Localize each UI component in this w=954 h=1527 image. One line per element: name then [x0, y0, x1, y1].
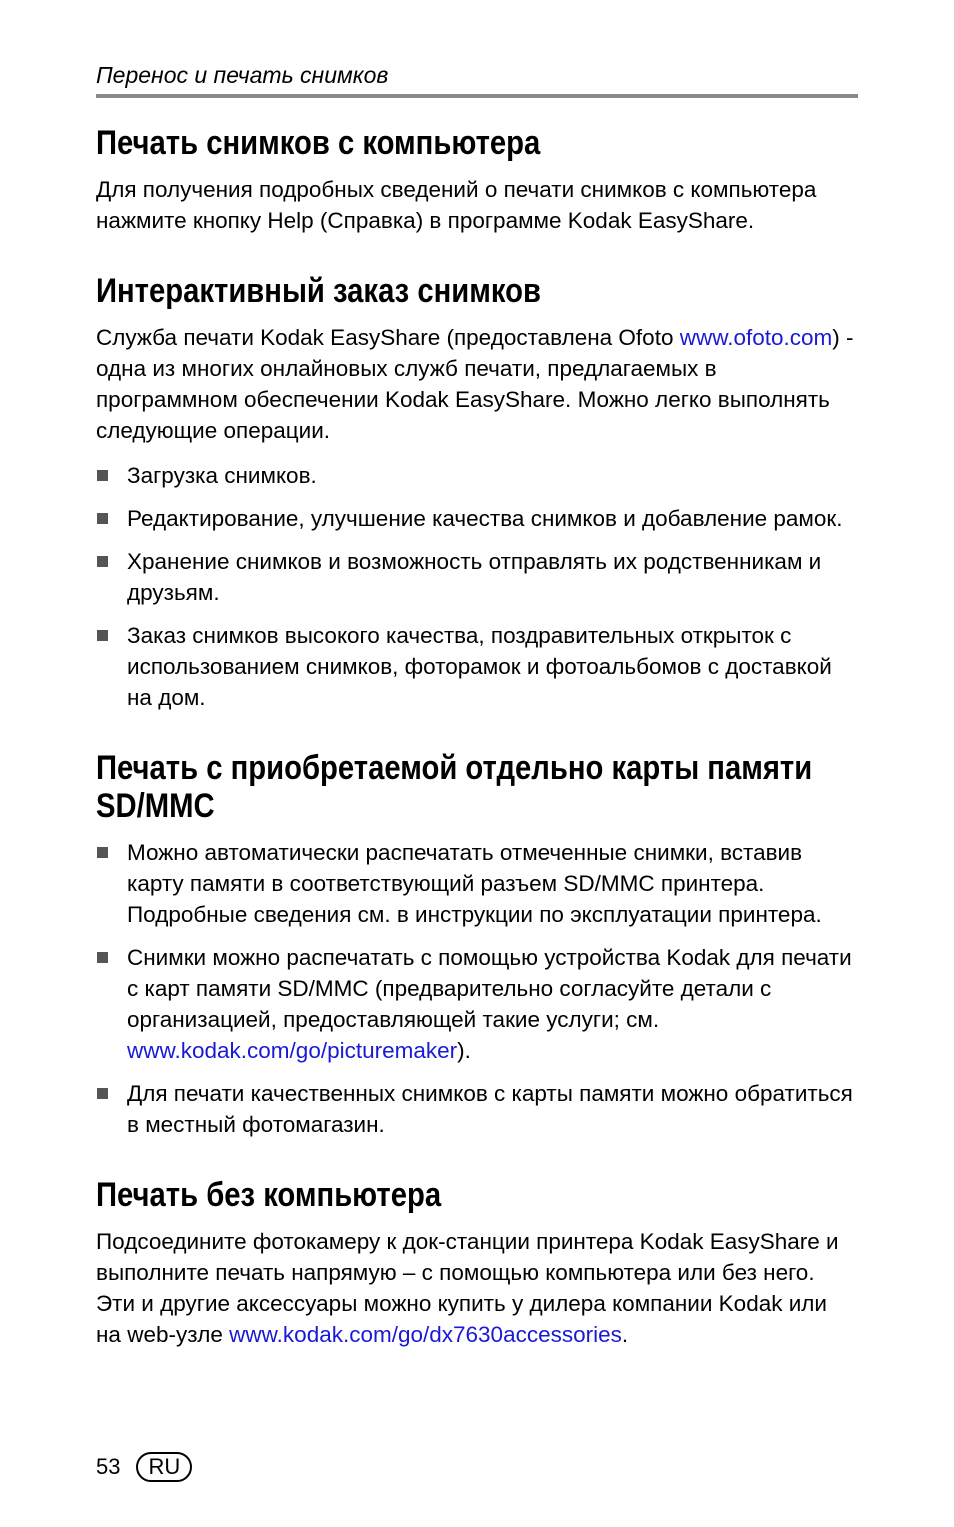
bullet-square-icon: [97, 470, 108, 481]
page-footer: [96, 1452, 192, 1482]
header-rule: [96, 94, 858, 98]
list-item-text: Заказ снимков высокого качества, поздравительных открыток с использованием снимков, фоторамок и фотоальбомов с доставкой на дом.: [127, 623, 832, 710]
bullet-square-icon: [97, 513, 108, 524]
bullet-square-icon: [97, 1088, 108, 1099]
bullet-square-icon: [97, 847, 108, 858]
list-item: [96, 460, 858, 491]
sd-mmc-list: [96, 837, 858, 1140]
section-body-print-from-computer: Для получения подробных сведений о печати снимков с компьютера нажмите кнопку Help (Справка) в программе Kodak EasyShare.: [96, 177, 817, 233]
list-item-text: Для печати качественных снимков с карты памяти можно обратиться в местный фотомагазин.: [127, 1081, 853, 1137]
picturemaker-link[interactable]: www.kodak.com/go/picturemaker: [127, 1038, 458, 1063]
body-text: Служба печати Kodak EasyShare (предоставлена Ofoto: [96, 325, 680, 350]
bullet-square-icon: [97, 630, 108, 641]
page-number: 53: [96, 1454, 121, 1479]
body-text: ) - одна из многих онлайновых служб печати, предлагаемых в программном обеспечении Kodak EasyShare. Можно легко выполнять следующие операции.: [96, 325, 854, 443]
section-title-online-ordering: Интерактивный заказ снимков: [96, 272, 541, 310]
section-body-print-without-computer: [96, 1226, 858, 1350]
list-item-text: Редактирование, улучшение качества снимков и добавление рамок.: [127, 506, 843, 531]
list-item: [96, 1078, 858, 1140]
section-title-print-without-computer: Печать без компьютера: [96, 1176, 442, 1214]
list-item-text: Можно автоматически распечатать отмеченные снимки, вставив карту памяти в соответствующий разъем SD/MMC принтера. Подробные сведения см. в инструкции по эксплуатации принтера.: [127, 840, 822, 927]
list-item: [96, 620, 858, 713]
ofoto-link[interactable]: www.ofoto.com: [679, 325, 833, 350]
list-item: [96, 546, 858, 608]
list-item-text: Снимки можно распечатать с помощью устройства Kodak для печати с карт памяти SD/MMC (предварительно согласуйте детали с организацией, предоставляющей такие услуги; см.: [127, 945, 852, 1032]
document-page: [96, 60, 858, 1350]
running-header: Перенос и печать снимков: [96, 62, 389, 88]
accessories-link[interactable]: www.kodak.com/go/dx7630accessories: [229, 1322, 622, 1347]
online-ordering-list: [96, 460, 858, 713]
body-text: .: [621, 1322, 629, 1347]
body-text: Подсоедините фотокамеру к док-станции принтера Kodak EasyShare и выполните печать напрямую – с помощью компьютера или без него. Эти и другие аксессуары можно купить у дилера компании Kodak или на web-узле: [96, 1229, 839, 1347]
section-title-sd-mmc-printing: Печать с приобретаемой отдельно карты памяти SD/MMC: [96, 749, 813, 825]
list-item: [96, 942, 858, 1066]
list-item: [96, 503, 858, 534]
list-item-text: ).: [457, 1038, 471, 1063]
bullet-square-icon: [97, 952, 108, 963]
language-badge: RU: [136, 1452, 192, 1482]
list-item-text: Хранение снимков и возможность отправлять их родственникам и друзьям.: [127, 549, 822, 605]
list-item-text: Загрузка снимков.: [127, 463, 317, 488]
list-item: [96, 837, 858, 930]
section-body-online-ordering: [96, 322, 858, 446]
bullet-square-icon: [97, 556, 108, 567]
section-title-print-from-computer: Печать снимков с компьютера: [96, 124, 541, 162]
